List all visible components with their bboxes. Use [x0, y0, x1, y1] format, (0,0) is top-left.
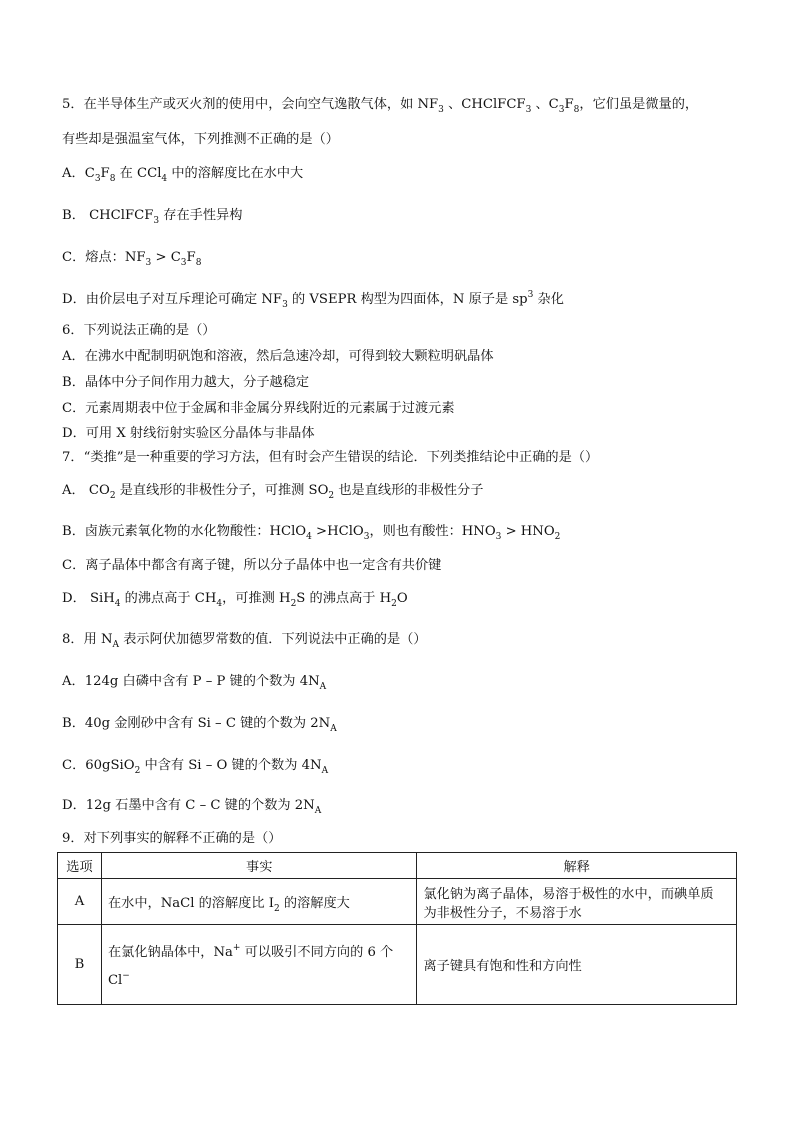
text-segment: ，可推测 H [222, 591, 291, 606]
text-segment: F [186, 250, 196, 265]
text-segment: B． CHClFCF [62, 208, 154, 223]
text-segment: 8 [109, 174, 116, 184]
text-segment: A [314, 806, 322, 816]
text-segment: 氯化钠为离子晶体，易溶于极性的水中，而碘单质 [423, 886, 714, 902]
text-segment: − [122, 971, 130, 981]
text-segment: 为非极性分子，不易溶于水 [423, 905, 582, 921]
q5-stem-2 [62, 131, 339, 149]
option-cell: A [58, 879, 102, 925]
text-segment: 在氯化钠晶体中，Na [107, 945, 233, 960]
q5-stem-1 [62, 96, 698, 114]
text-segment: 8 [195, 258, 202, 268]
text-segment: B．晶体中分子间作用力越大，分子越稳定 [62, 375, 310, 390]
text-segment: > HNO [501, 524, 555, 539]
text-segment: 、CHClFCF [443, 97, 526, 112]
text-segment: 8 [573, 105, 580, 115]
table-header-cell: 解释 [417, 853, 737, 879]
q7-d [62, 590, 408, 608]
text-segment: B．卤族元素氧化物的水化物酸性：HClO [62, 524, 307, 539]
text-segment: 中的溶解度比在水中大 [167, 166, 304, 181]
text-segment: D．可用 X 射线衍射实验区分晶体与非晶体 [62, 426, 315, 441]
text-segment: 3 [438, 105, 444, 115]
text-segment: 4 [216, 599, 223, 609]
text-segment: 、C [531, 97, 559, 112]
text-segment: 也是直线形的非极性分子 [334, 483, 484, 498]
text-segment: 5．在半导体生产或灭火剂的使用中，会向空气逸散气体，如 NF [62, 97, 439, 112]
q6-d [62, 425, 315, 443]
text-segment: 4 [161, 174, 168, 184]
text-segment: 2 [134, 766, 141, 776]
text-segment: 3 [94, 174, 101, 184]
q6-a [62, 348, 494, 366]
text-segment: 4 [114, 599, 121, 609]
text-segment: 2 [290, 599, 297, 609]
text-segment: 中含有 Si – O 键的个数为 4N [140, 758, 322, 773]
q7-stem [62, 449, 598, 467]
text-segment: 有些却是强温室气体，下列推测不正确的是（） [62, 132, 339, 147]
text-segment: 3 [180, 258, 187, 268]
text-segment: 3 [145, 258, 152, 268]
text-segment: 离子键具有饱和性和方向性 [423, 959, 582, 974]
text-segment: 2 [273, 904, 280, 914]
text-segment: ，它们虽是微量的， [579, 97, 699, 112]
text-segment: 表示阿伏加德罗常数的值．下列说法中正确的是（） [119, 632, 427, 647]
text-segment: 3 [153, 216, 160, 226]
text-segment: 2 [328, 491, 335, 501]
text-segment: 3 [363, 532, 370, 542]
text-segment: A [330, 724, 337, 734]
text-segment: 的 VSEPR 构型为四面体，N 原子是 sp [287, 292, 528, 307]
text-segment: 3 [527, 290, 534, 300]
text-segment: 是直线形的非极性分子，可推测 SO [115, 483, 329, 498]
text-segment: 存在手性异构 [159, 208, 243, 223]
text-segment: O [396, 591, 408, 606]
q8-c [62, 757, 328, 775]
text-segment: 2 [391, 599, 397, 609]
text-segment: Cl [107, 973, 123, 988]
q8-stem [62, 631, 427, 649]
text-segment: 8．用 N [62, 632, 113, 647]
text-segment: >HClO [311, 524, 364, 539]
text-segment: A [321, 766, 329, 776]
text-segment: 2 [554, 532, 561, 542]
q5-d [62, 291, 564, 309]
option-cell: B [58, 925, 102, 1005]
text-segment: C．离子晶体中都含有离子键，所以分子晶体中也一定含有共价键 [62, 558, 442, 573]
table-row [58, 925, 737, 1005]
text-segment: 6．下列说法正确的是（） [62, 323, 216, 338]
fact-cell [101, 879, 417, 925]
q7-c [62, 557, 441, 575]
q8-a [62, 673, 326, 691]
text-segment: 在 CCl [115, 166, 162, 181]
q9-table [57, 852, 737, 1005]
q7-a [62, 482, 483, 500]
text-segment: B．40g 金刚砂中含有 Si – C 键的个数为 2N [62, 716, 331, 731]
q5-c [62, 249, 201, 267]
q6-c [62, 400, 455, 418]
text-segment: 可以吸引不同方向的 6 个 [240, 945, 394, 960]
text-segment: D．12g 石墨中含有 C – C 键的个数为 2N [62, 798, 315, 813]
text-segment: A．在沸水中配制明矾饱和溶液，然后急速冷却，可得到较大颗粒明矾晶体 [62, 349, 494, 364]
text-segment: 3 [525, 105, 532, 115]
text-segment: 4 [306, 532, 312, 542]
text-segment: ，则也有酸性：HNO [369, 524, 496, 539]
text-segment: D．由价层电子对互斥理论可确定 NF [62, 292, 283, 307]
text-segment: 7．“类推”是一种重要的学习方法，但有时会产生错误的结论．下列类推结论中正确的是（） [62, 450, 599, 465]
text-segment: A．C [62, 166, 95, 181]
explanation-cell [417, 879, 737, 925]
text-segment: 3 [495, 532, 502, 542]
text-segment: > C [151, 250, 181, 265]
table-header-cell: 事实 [101, 853, 417, 879]
table-header-cell: 选项 [58, 853, 102, 879]
text-segment: A． CO [62, 483, 110, 498]
q6-stem [62, 322, 215, 340]
explanation-cell [417, 925, 737, 1005]
text-segment: D． SiH [62, 591, 115, 606]
q9-stem [62, 830, 281, 848]
text-segment: 3 [558, 105, 565, 115]
text-segment: F [564, 97, 574, 112]
text-segment: 9．对下列事实的解释不正确的是（） [62, 831, 282, 846]
text-segment: 2 [109, 491, 116, 501]
q8-b [62, 715, 337, 733]
fact-cell [101, 925, 417, 1005]
text-segment: A．124g 白磷中含有 P – P 键的个数为 4N [62, 674, 320, 689]
table-header-row [58, 853, 737, 879]
text-segment: C．熔点：NF [62, 250, 146, 265]
text-segment: C．元素周期表中位于金属和非金属分界线附近的元素属于过渡元素 [62, 401, 455, 416]
text-segment: A [112, 640, 119, 650]
text-segment: A [319, 682, 327, 692]
text-segment: C．60gSiO [62, 758, 135, 773]
text-segment: F [100, 166, 110, 181]
q5-b [62, 207, 242, 225]
text-segment: 在水中，NaCl 的溶解度比 I [107, 896, 274, 911]
q6-b [62, 374, 309, 392]
text-segment: 3 [282, 300, 288, 310]
q8-d [62, 797, 321, 815]
text-segment: S 的沸点高于 H [296, 591, 392, 606]
q7-b [62, 523, 560, 541]
q5-a [62, 165, 303, 183]
table-row [58, 879, 737, 925]
text-segment: 的溶解度大 [279, 896, 350, 911]
text-segment: 杂化 [533, 292, 564, 307]
text-segment: + [232, 943, 241, 953]
text-segment: 的沸点高于 CH [120, 591, 217, 606]
